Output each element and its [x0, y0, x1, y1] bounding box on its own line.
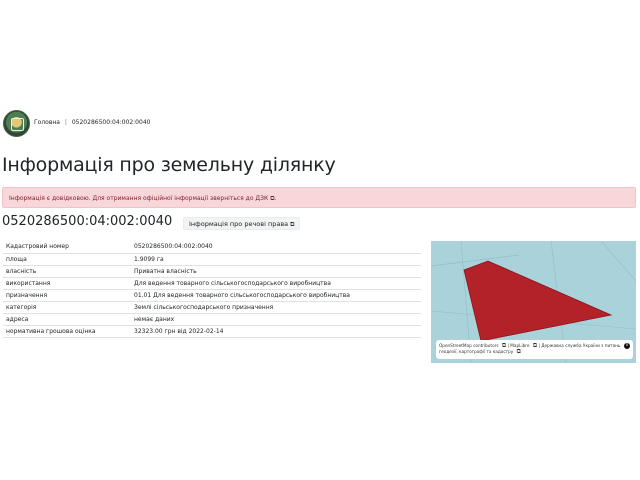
- breadcrumb-separator: |: [64, 119, 67, 126]
- table-row: [3, 253, 421, 265]
- maplibre-link[interactable]: [507, 342, 540, 349]
- parcel-polygon[interactable]: [464, 261, 611, 341]
- alert-end: .: [274, 195, 277, 202]
- parcel-info-table: [3, 241, 421, 338]
- table-key: призначення: [3, 289, 131, 301]
- table-row: [3, 289, 421, 301]
- table-key: використання: [3, 277, 131, 289]
- attribution-separator: |: [507, 343, 509, 348]
- table-row: [3, 241, 421, 253]
- table-value: 1.9099 га: [131, 253, 421, 265]
- page-title: Інформація про земельну ділянку: [2, 154, 336, 176]
- breadcrumb-current: 0520286500:04:002:0040: [71, 119, 151, 126]
- info-alert: [2, 187, 636, 208]
- external-link-icon: ⧉: [501, 342, 507, 349]
- breadcrumb-home-link[interactable]: Головна: [34, 119, 60, 126]
- external-link-icon: ⧉: [532, 342, 538, 349]
- property-rights-label: Інформація про речові права: [189, 220, 289, 228]
- table-value: немає даних: [131, 313, 421, 325]
- table-key: площа: [3, 253, 131, 265]
- table-value: 01.01 Для ведення товарного сільськогосподарського виробництва: [131, 289, 421, 301]
- table-key: адреса: [3, 313, 131, 325]
- map-boundary-line: [431, 255, 519, 266]
- table-value: Приватна власність: [131, 265, 421, 277]
- info-icon[interactable]: i: [624, 343, 630, 349]
- property-rights-button[interactable]: [183, 217, 300, 230]
- map-attribution: [436, 340, 633, 359]
- dzk-link[interactable]: [255, 195, 274, 202]
- table-value: 32323.00 грн від 2022-02-14: [131, 325, 421, 337]
- table-row: [3, 265, 421, 277]
- maplibre-label: MapLibre: [510, 343, 530, 348]
- site-logo[interactable]: [3, 110, 30, 137]
- osm-link[interactable]: [439, 343, 506, 348]
- table-value: Для ведення товарного сільськогосподарського виробництва: [131, 277, 421, 289]
- table-key: нормативна грошова оцінка: [3, 325, 131, 337]
- table-row: [3, 301, 421, 313]
- map-boundary-line: [601, 241, 636, 281]
- dzk-link-label: ДЗК: [255, 195, 269, 202]
- table-row: [3, 325, 421, 337]
- table-value: 0520286500:04:002:0040: [131, 241, 421, 253]
- table-row: [3, 277, 421, 289]
- alert-text: Інформація є довідковою. Для отримання офіційної інформації зверніться до: [9, 195, 256, 202]
- table-value: Землі сільськогосподарського призначення: [131, 301, 421, 313]
- attribution-separator: |: [538, 343, 540, 348]
- gov-label: Державна служба України з питань геодезії, картографії та кадастру: [439, 343, 621, 354]
- external-link-icon: ⧉: [516, 348, 521, 355]
- external-link-icon: ⧉: [290, 221, 295, 228]
- table-key: Кадастровий номер: [3, 241, 131, 253]
- table-key: власність: [3, 265, 131, 277]
- external-link-icon: ⧉: [270, 195, 275, 202]
- table-row: [3, 313, 421, 325]
- table-key: категорія: [3, 301, 131, 313]
- cadastral-number-heading: 0520286500:04:002:0040: [2, 214, 173, 229]
- osm-label: OpenStreetMap contributors: [439, 343, 499, 348]
- breadcrumb: [34, 119, 150, 126]
- parcel-map[interactable]: [431, 241, 636, 363]
